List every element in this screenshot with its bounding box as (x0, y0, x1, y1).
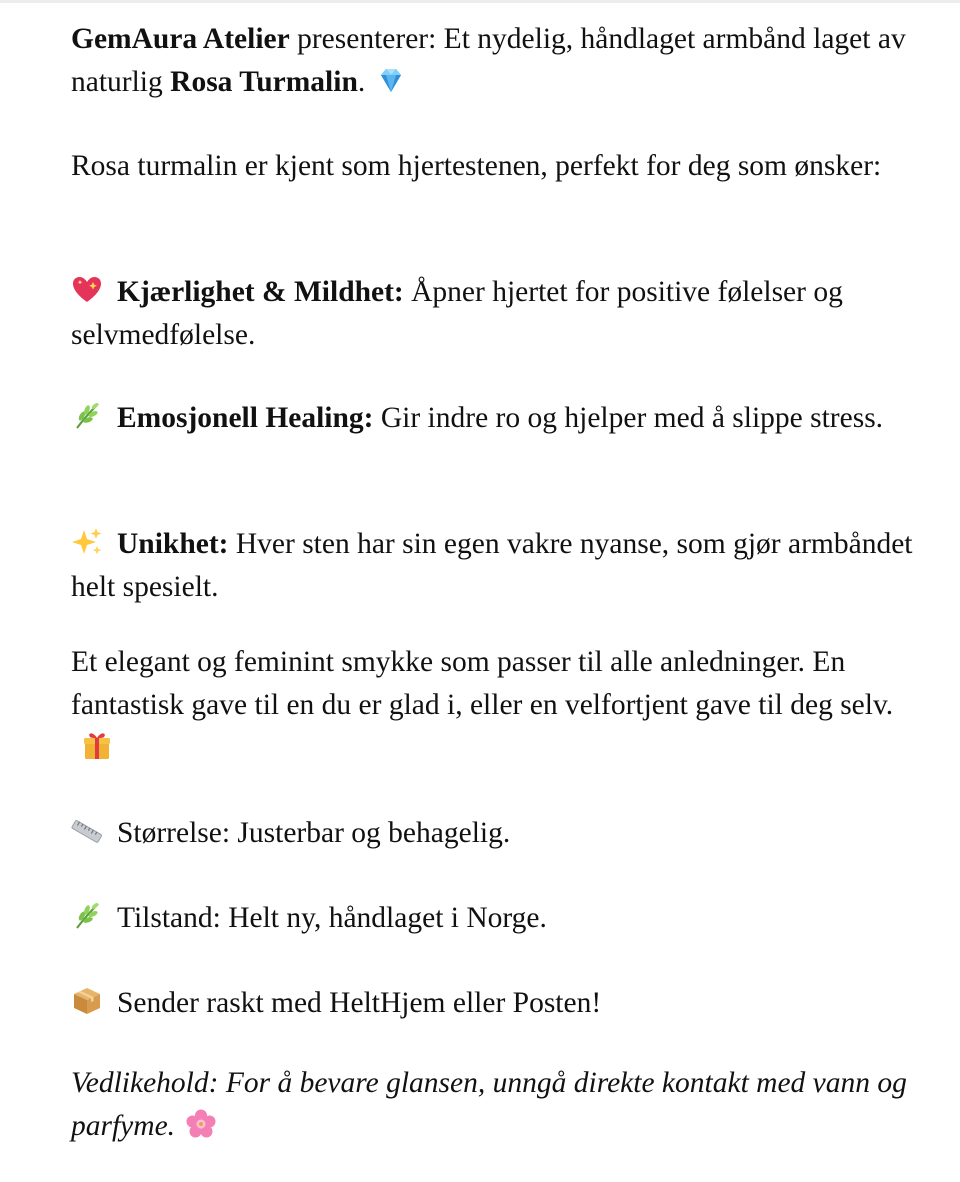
brand-name: GemAura Atelier (71, 23, 290, 55)
benefit-love: Kjærlighet & Mildhet: Åpner hjertet for positive følelser og selvmedfølelse. (71, 276, 843, 351)
detail-shipping: Sender raskt med HeltHjem eller Posten! (71, 982, 931, 1025)
detail-condition: Tilstand: Helt ny, håndlaget i Norge. (71, 897, 931, 940)
care-note: Vedlikehold: For å bevare glansen, unngå direkte kontakt med vann og parfyme. (71, 1067, 907, 1142)
sparkling-heart-icon (71, 274, 103, 306)
herb-icon (71, 400, 103, 432)
herb-icon (71, 900, 103, 932)
gem-icon (375, 64, 407, 96)
gift-icon (81, 730, 113, 762)
benefit-healing: Emosjonell Healing: Gir indre ro og hjelper med å slippe stress. (71, 397, 931, 440)
intro-paragraph: GemAura Atelier presenterer: Et nydelig, håndlaget armbånd laget av naturlig Rosa Turmalin. (71, 23, 906, 98)
package-icon (71, 985, 103, 1017)
gift-paragraph: Et elegant og feminint smykke som passer til alle anledninger. En fantastisk gave til en du er glad i, eller en velfortjent gave til deg selv. (71, 641, 931, 770)
benefit-uniqueness: Unikhet: Hver sten har sin egen vakre nyanse, som gjør armbåndet helt spesielt. (71, 528, 913, 603)
ruler-icon (71, 815, 103, 847)
stone-name: Rosa Turmalin (170, 66, 358, 98)
top-edge (0, 0, 960, 3)
detail-size: Størrelse: Justerbar og behagelig. (71, 812, 931, 855)
cherry-blossom-icon (185, 1108, 217, 1140)
sparkles-icon (71, 526, 103, 558)
lead-paragraph: Rosa turmalin er kjent som hjertestenen, perfekt for deg som ønsker: (71, 150, 882, 182)
